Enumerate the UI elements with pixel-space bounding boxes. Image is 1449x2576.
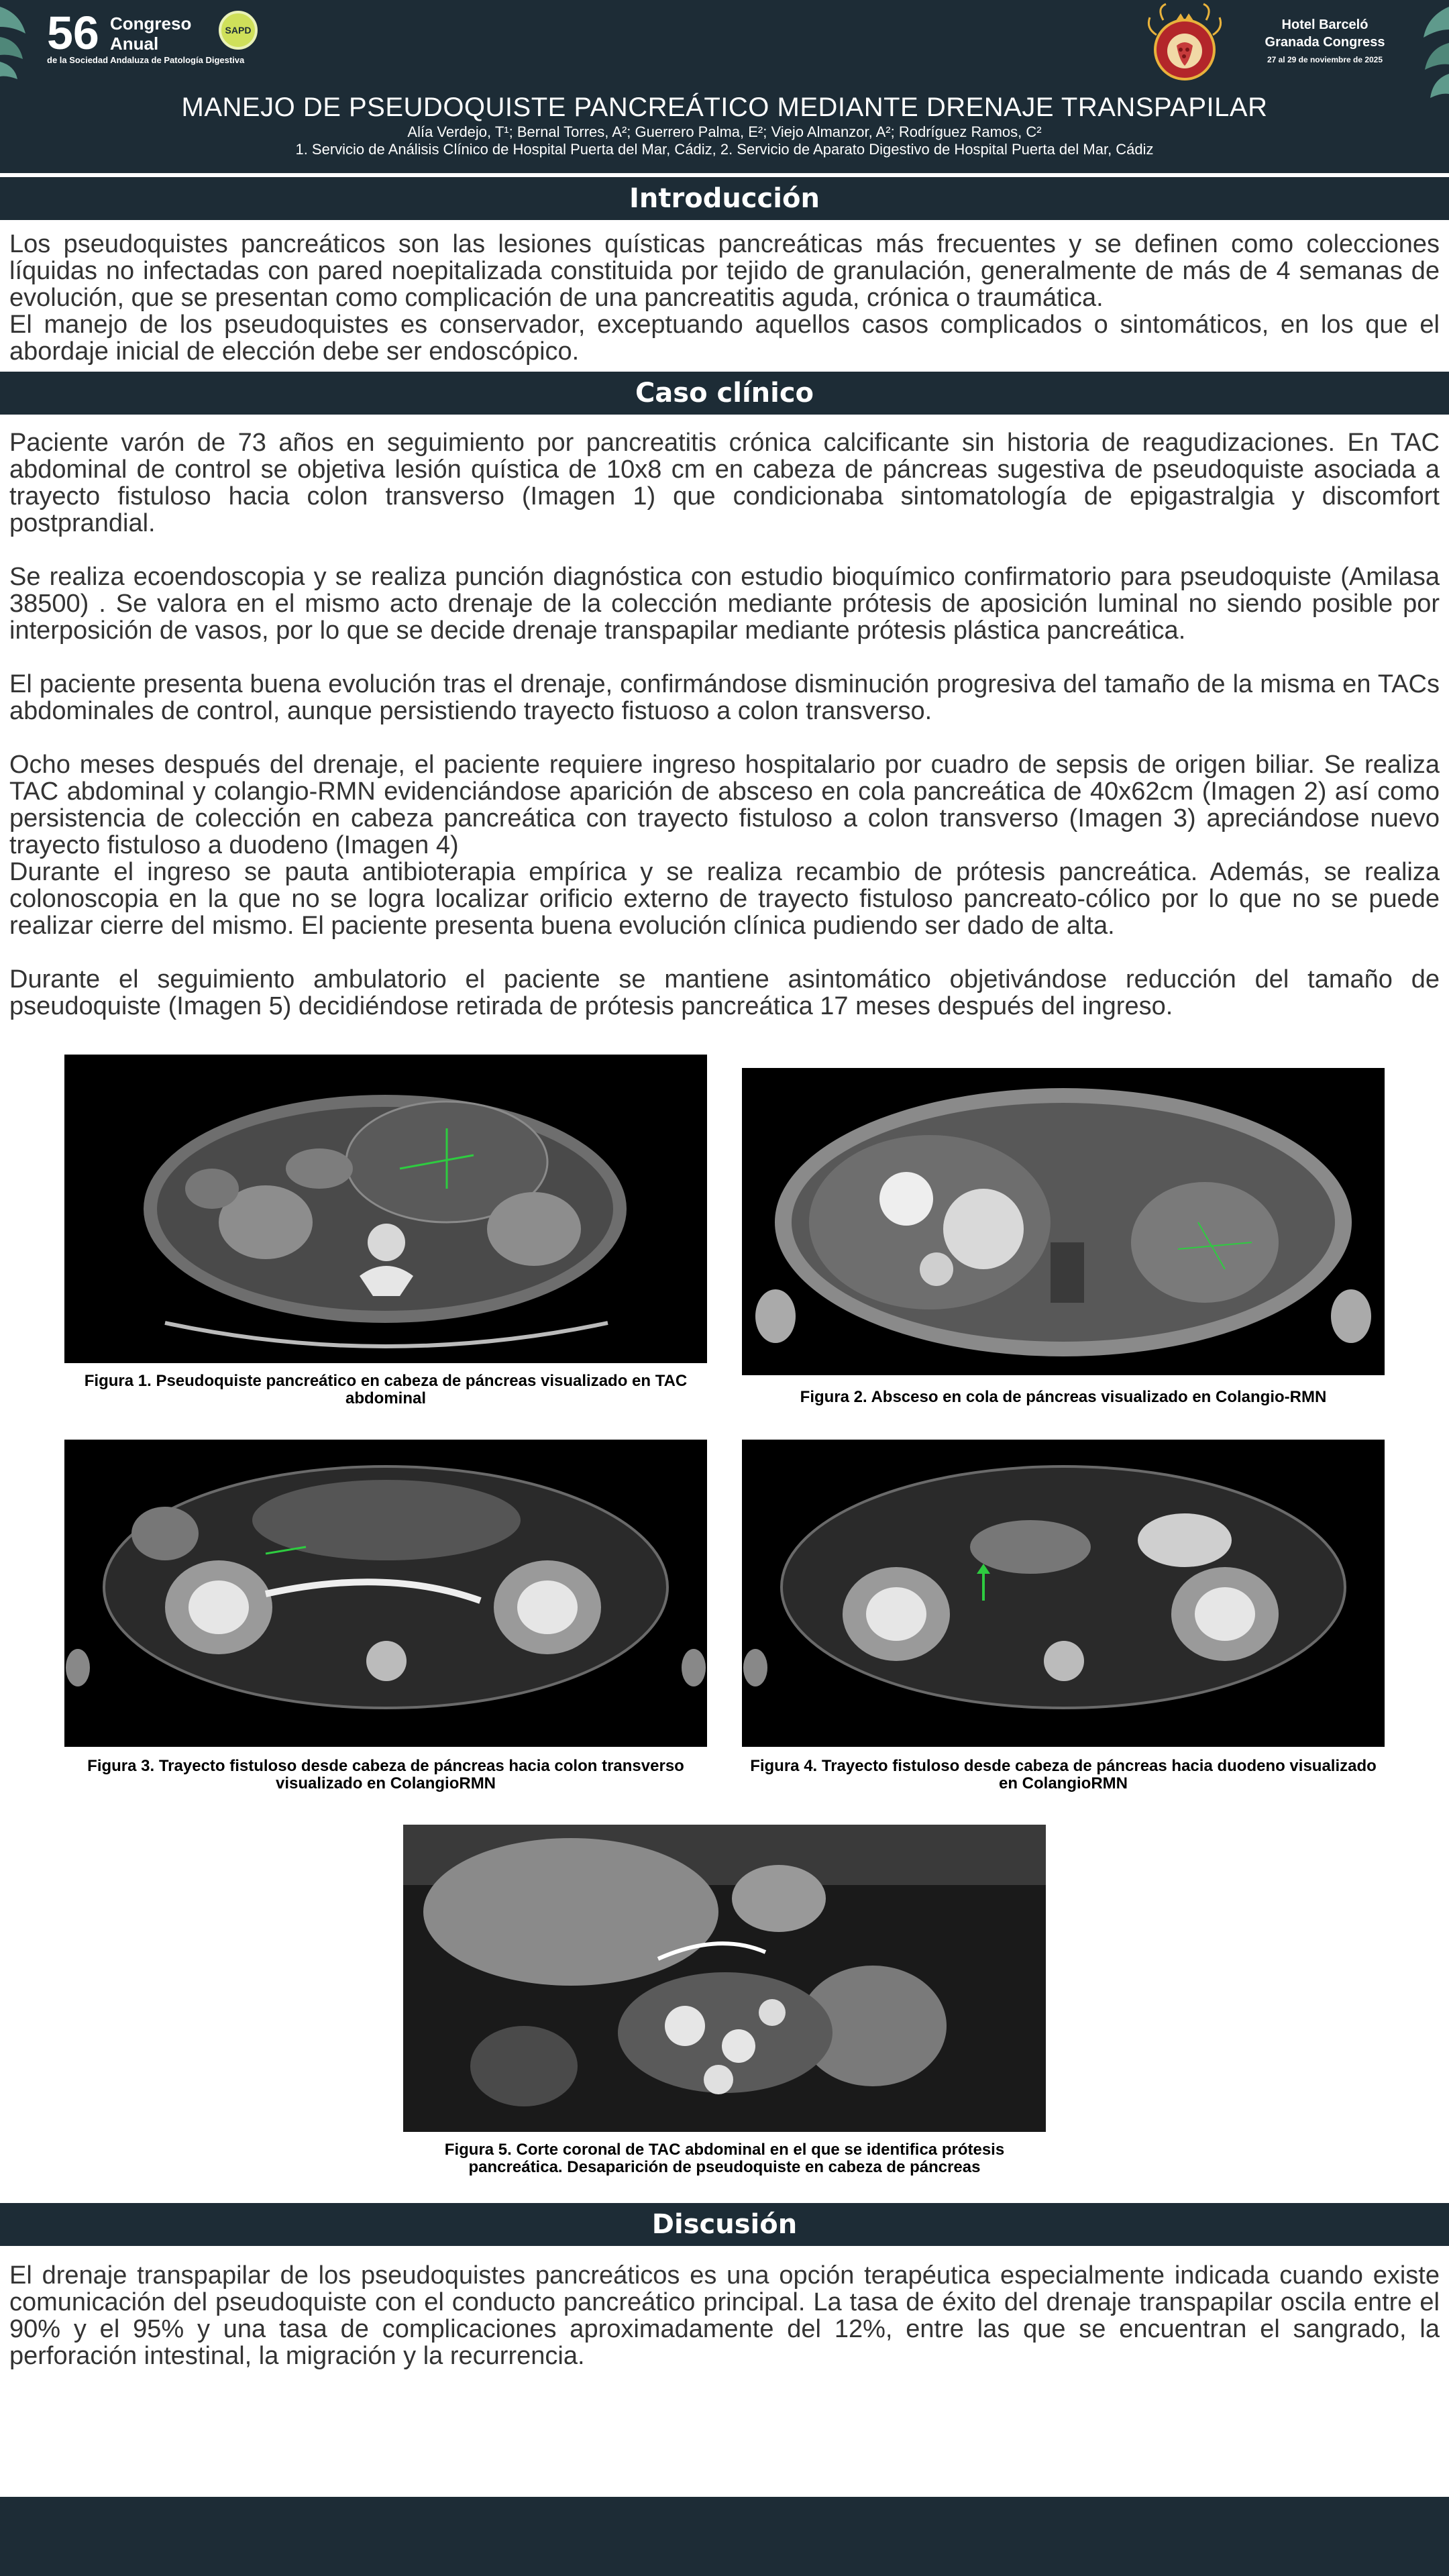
case-paragraph-6: Durante el seguimiento ambulatorio el paciente se mantiene asintomático objetivándose reducción del tamaño de pseudoquiste (Imagen 5) decidiéndose retirada de prótesis pancreática 17 meses después del ingreso. — [9, 965, 1440, 1020]
case-paragraph-3: El paciente presenta buena evolución tras el drenaje, confirmándose disminución progresiva del tamaño de la misma en TACs abdominales de control, aunque persistiendo trayecto fistuoso a colon transverso. — [9, 670, 1440, 725]
discusion-title: Discusión — [651, 2209, 798, 2240]
poster-footer — [0, 2497, 1449, 2576]
affiliations-line: 1. Servicio de Análisis Clínico de Hospital Puerta del Mar, Cádiz, 2. Servicio de Aparato Digestivo de Hospital Puerta del Mar, Cádiz — [295, 141, 1154, 158]
case-paragraph-5: Durante el ingreso se pauta antibioterapia empírica y se realiza recambio de prótesis pancreática. Además, se realiza colonoscopia en la que no se logra localizar orificio externo de trayecto fistuloso pancreato-cólico por lo que no se puede realizar cierre del mismo. El paciente presenta buena evolución clínica pudiendo ser dado de alta. — [9, 858, 1440, 940]
section-heading-discusion — [0, 2203, 1449, 2246]
figure-3-caption: Figura 3. Trayecto fistuloso desde cabeza de páncreas hacia colon transverso visualizado en ColangioRMN — [87, 1757, 684, 1792]
figure-1-image — [64, 1055, 707, 1363]
figure-2-caption: Figura 2. Absceso en cola de páncreas visualizado en Colangio-RMN — [800, 1388, 1327, 1406]
poster-title: MANEJO DE PSEUDOQUISTE PANCREÁTICO MEDIANTE DRENAJE TRANSPAPILAR — [181, 93, 1268, 122]
case-paragraph-1: Paciente varón de 73 años en seguimiento por pancreatitis crónica calcificante sin historia de reagudizaciones. En TAC abdominal de control se objetiva lesión quística de 10x8 cm en cabeza de páncreas sugestiva de pseudoquiste asociada a trayecto fistuloso hacia colon transverso (Imagen 1) que condicionaba sintomatología de epigastralgia y discomfort postprandial. — [9, 429, 1440, 537]
case-text — [9, 429, 1440, 1020]
figure-1-caption: Figura 1. Pseudoquiste pancreático en cabeza de páncreas visualizado en TAC abdominal — [84, 1372, 688, 1407]
case-paragraph-2: Se realiza ecoendoscopia y se realiza punción diagnóstica con estudio bioquímico confirmatorio para pseudoquiste (Amilasa 38500) . Se valora en el mismo acto drenaje de la colección mediante prótesis de aposición luminal no siendo posible por interposición de vasos, por lo que se decide drenaje transpapilar mediante prótesis plástica pancreática. — [9, 563, 1440, 645]
congress-word-1: Congreso — [110, 13, 192, 34]
discussion-text — [9, 2262, 1440, 2369]
venue-place: Granada Congress — [1265, 35, 1385, 50]
caso-clinico-title: Caso clínico — [635, 378, 814, 409]
congress-word — [110, 13, 204, 54]
venue-info — [1248, 16, 1402, 64]
leaf-decoration-left-icon — [0, 0, 40, 80]
pomegranate-emblem-icon — [1143, 1, 1226, 86]
section-heading-introduccion — [0, 177, 1449, 220]
venue-dates: 27 al 29 de noviembre de 2025 — [1267, 55, 1383, 64]
congress-number: 56 — [47, 7, 99, 59]
figure-4-image — [742, 1440, 1385, 1747]
authors-line: Alía Verdejo, T¹; Bernal Torres, A²; Guerrero Palma, E²; Viejo Almanzor, A²; Rodríguez Ramos, C² — [407, 123, 1042, 140]
figure-3-image — [64, 1440, 707, 1747]
leaf-decoration-right-icon — [1409, 0, 1449, 101]
figure-5-caption: Figura 5. Corte coronal de TAC abdominal en el que se identifica prótesis pancreática. Desaparición de pseudoquiste en cabeza de páncreas — [444, 2141, 1005, 2176]
sapd-badge: SAPD — [219, 11, 258, 50]
figure-5-image — [403, 1825, 1046, 2132]
figure-2-image — [742, 1068, 1385, 1375]
society-name: de la Sociedad Andaluza de Patología Digestiva — [47, 55, 245, 65]
congress-logo — [47, 9, 275, 70]
discussion-paragraph-1: El drenaje transpapilar de los pseudoquistes pancreáticos es una opción terapéutica especialmente indicada cuando existe comunicación del pseudoquiste con el conducto pancreático principal. La tasa de éxito del drenaje transpapilar oscila entre el 90% y el 95% y una tasa de complicaciones aproximadamente del 12%, entre las que se encuentran el sangrado, la perforación intestinal, la migración y la recurrencia. — [9, 2261, 1440, 2370]
poster-header — [0, 0, 1449, 173]
case-paragraph-4: Ocho meses después del drenaje, el paciente requiere ingreso hospitalario por cuadro de sepsis de origen biliar. Se realiza TAC abdominal y colangio-RMN evidenciándose aparición de absceso en cola pancreática de 40x62cm (Imagen 2) así como persistencia de colección en cabeza pancreática con trayecto fistuloso a colon transverso (Imagen 3) apreciándose nuevo trayecto fistuloso a duodeno (Imagen 4) — [9, 751, 1440, 859]
introduction-text — [9, 231, 1440, 365]
intro-paragraph-2: El manejo de los pseudoquistes es conservador, exceptuando aquellos casos complicados o sintomáticos, en los que el abordaje inicial de elección debe ser endoscópico. — [9, 311, 1440, 366]
venue-name: Hotel Barceló — [1281, 17, 1368, 32]
section-heading-caso-clinico — [0, 372, 1449, 415]
introduccion-title: Introducción — [629, 183, 820, 214]
figure-4-caption: Figura 4. Trayecto fistuloso desde cabeza de páncreas hacia duodeno visualizado en ColangioRMN — [750, 1757, 1377, 1792]
congress-word-2: Anual — [110, 34, 159, 54]
intro-paragraph-1: Los pseudoquistes pancreáticos son las lesiones quísticas pancreáticas más frecuentes y se definen como colecciones líquidas no infectadas con pared noepitalizada constituida por tejido de granulación, generalmente de más de 4 semanas de evolución, que se presentan como complicación de una pancreatitis aguda, crónica o traumática. — [9, 230, 1440, 312]
